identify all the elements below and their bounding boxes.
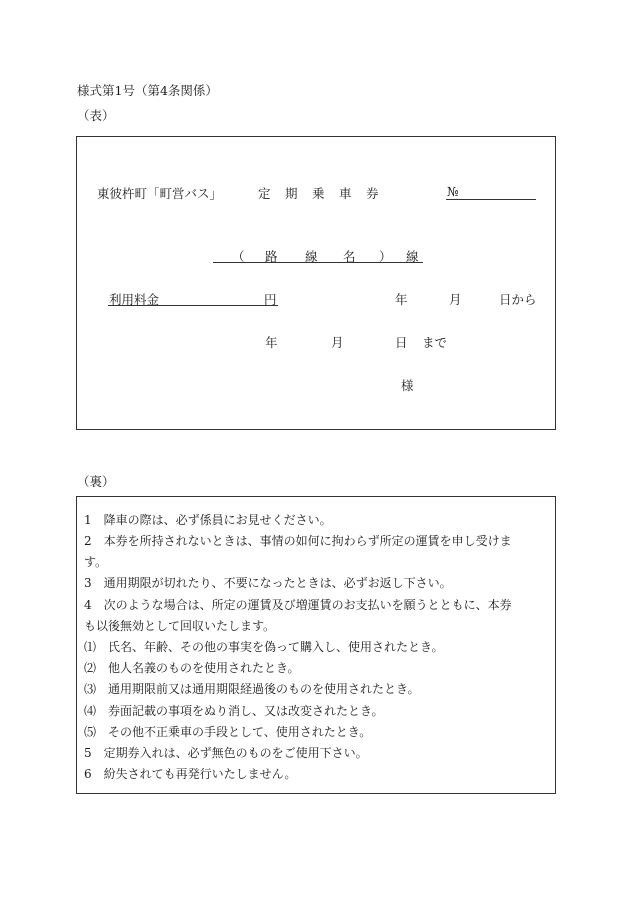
ticket-char: 定 — [258, 186, 271, 201]
ticket-char: 券 — [366, 186, 379, 201]
rule-line: 6 紛失されても再発行いたしません。 — [84, 767, 297, 781]
rule-line: 3 通用期限が切れたり、不要になったときは、必ずお返し下さい。 — [84, 576, 452, 590]
form-title: 様式第1号（第4条関係） — [77, 83, 218, 98]
route-char: 線 — [305, 249, 318, 264]
valid-to-day: 日 — [395, 335, 408, 350]
rule-line: ⑵ 他人名義のものを使用されたとき。 — [84, 661, 300, 675]
valid-from-month: 月 — [449, 292, 462, 307]
valid-to-year: 年 — [265, 335, 278, 350]
ticket-char: 乗 — [312, 186, 325, 201]
valid-to-made: まで — [422, 335, 448, 350]
route-char: （ — [232, 249, 245, 264]
rule-line: 1 降車の際は、必ず係員にお見せください。 — [84, 513, 332, 527]
company-name: 東彼杵町「町営バス」 — [97, 186, 223, 201]
front-side-label: （表） — [77, 108, 115, 123]
route-char: ） — [379, 249, 392, 264]
ticket-title — [258, 184, 379, 202]
route-underline — [213, 262, 423, 263]
rule-line: ⑴ 氏名、年齢、その他の事実を偽って購入し、使用されたとき。 — [84, 640, 444, 654]
ticket-back — [76, 496, 556, 794]
yen-label: 円 — [264, 292, 277, 307]
route-char: 線 — [406, 249, 419, 264]
rule-line: す。 — [84, 555, 108, 569]
ticket-front — [76, 136, 556, 430]
rule-line: ⑷ 券面記載の事項をぬり消し、又は改変されたとき。 — [84, 704, 384, 718]
back-side-label: （裏） — [77, 474, 115, 489]
rule-line: ⑸ その他不正乗車の手段として、使用されたとき。 — [84, 725, 372, 739]
rule-line: 5 定期券入れは、必ず無色のものをご使用下さい。 — [84, 746, 368, 760]
valid-from-year: 年 — [395, 292, 408, 307]
fare-underline — [108, 305, 278, 306]
ticket-char: 期 — [285, 186, 298, 201]
ticket-number-underline — [446, 199, 536, 200]
valid-to-month: 月 — [331, 335, 344, 350]
ticket-number-label: № — [447, 184, 459, 199]
fare-label: 利用料金 — [109, 292, 160, 307]
route-char: 路 — [265, 249, 278, 264]
valid-from-day: 日から — [499, 292, 537, 307]
rule-line: 2 本券を所持されないときは、事情の如何に拘わらず所定の運賃を申し受けま — [84, 534, 512, 548]
ticket-char: 車 — [339, 186, 352, 201]
holder-honorific: 様 — [401, 378, 414, 393]
route-char: 名 — [343, 249, 356, 264]
rule-line: 4 次のような場合は、所定の運賃及び増運賃のお支払いを願うとともに、本券 — [84, 598, 512, 612]
rule-line: も以後無効として回収いたします。 — [84, 619, 276, 633]
rule-line: ⑶ 通用期限前又は通用期限経過後のものを使用されたとき。 — [84, 682, 420, 696]
